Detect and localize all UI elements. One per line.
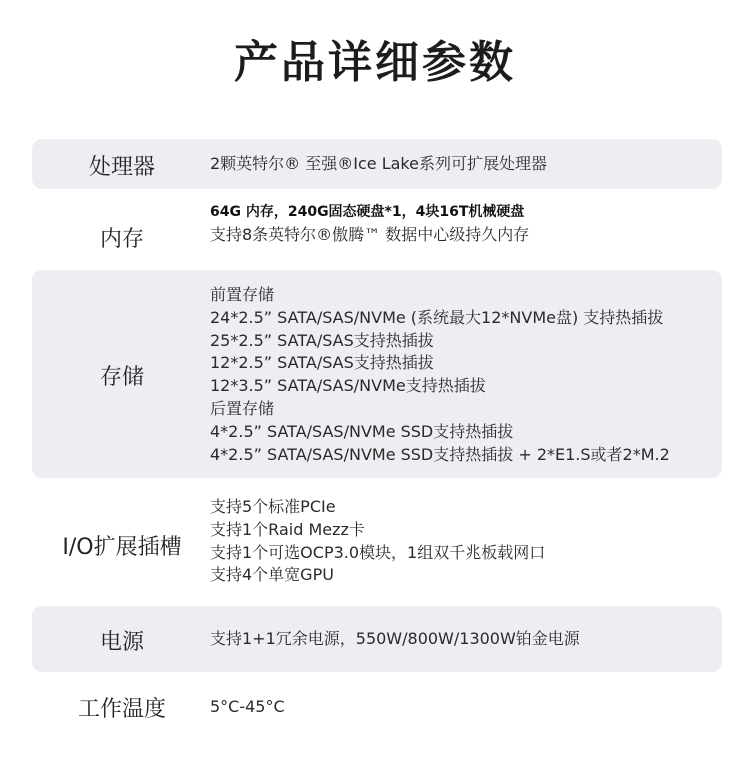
spec-line: 5°C-45°C bbox=[210, 697, 285, 716]
spec-label-io-slots: I/O扩展插槽 bbox=[62, 535, 182, 560]
spec-line: 支持5个标准PCIe bbox=[210, 497, 336, 516]
spec-row-processor bbox=[32, 139, 722, 189]
spec-line: 25*2.5” SATA/SAS支持热插拔 bbox=[210, 330, 434, 350]
spec-line: 后置存储 bbox=[210, 398, 275, 418]
spec-label-processor: 处理器 bbox=[88, 155, 155, 180]
spec-value-processor bbox=[210, 153, 722, 176]
spec-line: 前置存储 bbox=[210, 285, 275, 304]
spec-value-io-slots bbox=[210, 496, 722, 587]
spec-label-temperature: 工作温度 bbox=[77, 697, 166, 722]
spec-value-storage bbox=[210, 284, 722, 466]
spec-line: 支持4个单宽GPU bbox=[210, 565, 334, 585]
spec-line: 支持1+1冗余电源，550W/800W/1300W铂金电源 bbox=[210, 629, 580, 648]
spec-line: 4*2.5” SATA/SAS/NVMe SSD支持热插拔 bbox=[210, 421, 514, 441]
spec-row-memory bbox=[32, 196, 722, 262]
spec-row-power bbox=[32, 606, 722, 672]
spec-line: 24*2.5” SATA/SAS/NVMe (系统最大12*NVMe盘) 支持热插拔 bbox=[210, 307, 664, 327]
spec-line: 支持1个Raid Mezz卡 bbox=[210, 519, 365, 539]
spec-label-memory: 内存 bbox=[99, 227, 144, 252]
spec-line: 支持8条英特尔®傲腾™ 数据中心级持久内存 bbox=[210, 225, 530, 244]
spec-line: 12*2.5” SATA/SAS支持热插拔 bbox=[210, 353, 434, 373]
spec-line: 12*3.5” SATA/SAS/NVMe支持热插拔 bbox=[210, 376, 486, 396]
spec-row-storage bbox=[32, 270, 722, 478]
spec-value-power bbox=[210, 628, 722, 651]
spec-line: 2颗英特尔® 至强®Ice Lake系列可扩展处理器 bbox=[210, 154, 547, 173]
spec-value-memory bbox=[210, 200, 722, 247]
spec-row-io-slots bbox=[32, 486, 722, 598]
spec-line: 64G 内存，240G固态硬盘*1，4块16T机械硬盘 bbox=[210, 204, 525, 220]
spec-label-power: 电源 bbox=[99, 630, 144, 655]
spec-row-temperature bbox=[32, 680, 722, 736]
spec-value-temperature bbox=[210, 696, 722, 719]
page-title: 产品详细参数 bbox=[234, 37, 516, 88]
spec-line: 4*2.5” SATA/SAS/NVMe SSD支持热插拔 + 2*E1.S或者2*M.2 bbox=[210, 444, 670, 464]
spec-line: 支持1个可选OCP3.0模块，1组双千兆板载网口 bbox=[210, 542, 546, 562]
spec-label-storage: 存储 bbox=[99, 365, 144, 390]
